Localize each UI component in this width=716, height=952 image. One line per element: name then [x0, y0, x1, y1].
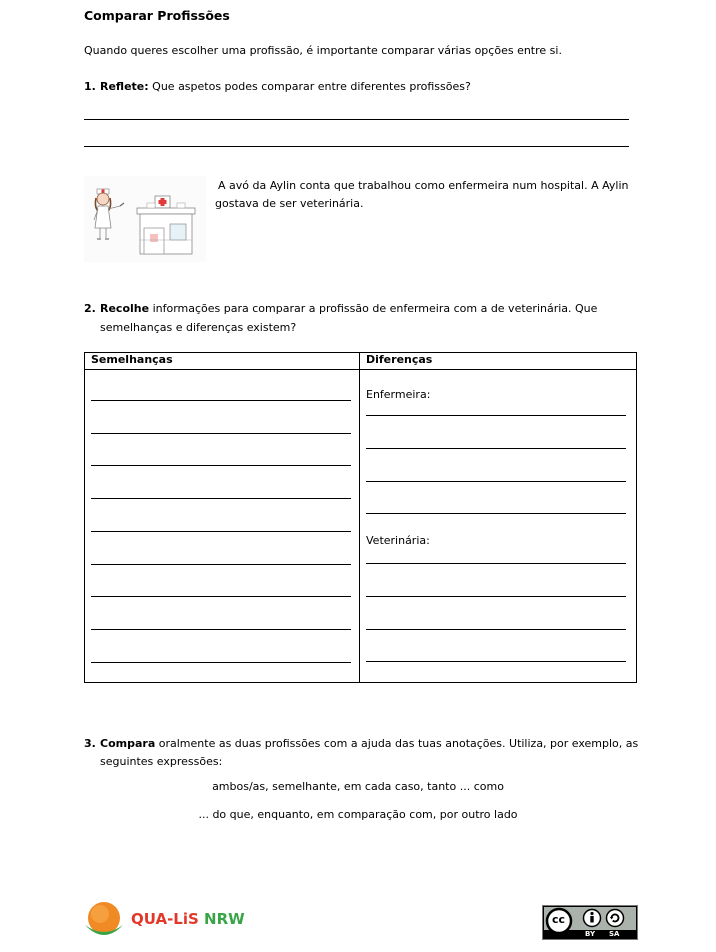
answer-line[interactable] — [91, 596, 351, 597]
question-number: 3. — [84, 737, 96, 750]
cc-mark: cc — [552, 913, 566, 926]
answer-line[interactable] — [91, 564, 351, 565]
question-lead: Recolhe — [100, 302, 150, 315]
answer-line[interactable] — [84, 146, 629, 147]
expressions-line-2: ... do que, enquanto, em comparação com, por outro lado — [198, 808, 518, 821]
question-number: 2. — [84, 302, 96, 315]
cc-by-sa-badge — [542, 905, 638, 940]
question-lead: Reflete: — [100, 80, 149, 93]
question-text-continued: semelhanças e diferenças existem? — [100, 321, 297, 334]
column-header-similarities: Semelhanças — [85, 353, 360, 370]
page-title: Comparar Profissões — [84, 8, 230, 23]
answer-line[interactable] — [366, 563, 626, 564]
answer-line[interactable] — [91, 498, 351, 499]
label-nurse: Enfermeira: — [366, 388, 431, 401]
answer-line[interactable] — [366, 448, 626, 449]
answer-line[interactable] — [366, 629, 626, 630]
question-text: informações para comparar a profissão de enfermeira com a de veterinária. Que — [149, 302, 598, 315]
question-lead: Compara — [100, 737, 156, 750]
answer-line[interactable] — [91, 433, 351, 434]
answer-line[interactable] — [84, 119, 629, 120]
qualis-logo-text — [131, 910, 245, 928]
comparison-table — [84, 352, 637, 683]
question-number: 1. — [84, 80, 96, 93]
qualis-logo-icon — [82, 899, 126, 945]
column-header-differences: Diferenças — [360, 353, 637, 370]
label-vet: Veterinária: — [366, 534, 430, 547]
answer-line[interactable] — [366, 415, 626, 416]
cc-by-label: BY — [585, 930, 596, 938]
question-2 — [84, 299, 644, 337]
similarities-cell — [85, 370, 360, 683]
nurse-hospital-illustration — [84, 176, 206, 262]
question-3 — [84, 735, 644, 771]
expressions-line-1: ambos/as, semelhante, em cada caso, tanto ... como — [212, 780, 504, 793]
cc-sa-label: SA — [609, 930, 620, 938]
question-1 — [84, 80, 471, 93]
answer-line[interactable] — [91, 531, 351, 532]
logo-text-qualis: QUA-LiS — [131, 910, 199, 928]
intro-text: Quando queres escolher uma profissão, é importante comparar várias opções entre si. — [84, 44, 562, 57]
question-text-continued: seguintes expressões: — [100, 755, 223, 768]
differences-cell — [360, 370, 637, 683]
logo-text-nrw: NRW — [204, 910, 245, 928]
answer-line[interactable] — [366, 596, 626, 597]
answer-line[interactable] — [91, 465, 351, 466]
answer-line[interactable] — [91, 400, 351, 401]
answer-line[interactable] — [91, 629, 351, 630]
answer-line[interactable] — [366, 481, 626, 482]
question-text: oralmente as duas profissões com a ajuda das tuas anotações. Utiliza, por exemplo, as — [155, 737, 639, 750]
story-text: A avó da Aylin conta que trabalhou como enfermeira num hospital. A Aylin gostava de ser veterinária. — [215, 179, 629, 210]
question-text: Que aspetos podes comparar entre diferentes profissões? — [148, 80, 471, 93]
answer-line[interactable] — [366, 661, 626, 662]
answer-line[interactable] — [91, 662, 351, 663]
answer-line[interactable] — [366, 513, 626, 514]
